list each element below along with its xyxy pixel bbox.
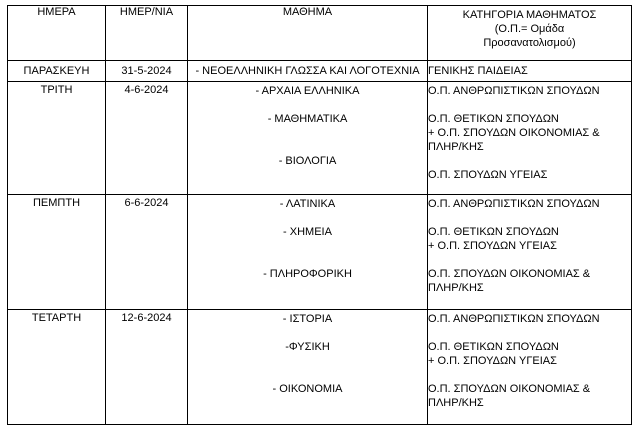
category-line: ΠΛΗΡ/ΚΗΣ — [428, 397, 484, 409]
date-cell: 6-6-2024 — [106, 195, 188, 310]
day-cell: ΠΑΡΑΣΚΕΥΗ — [8, 61, 106, 82]
category-line: Ο.Π. ΘΕΤΙΚΩΝ ΣΠΟΥΔΩΝ — [428, 226, 559, 238]
subject-cell — [188, 61, 428, 82]
subject-item: - ΜΑΘΗΜΑΤΙΚΑ — [267, 113, 348, 125]
category-line: ΠΛΗΡ/ΚΗΣ — [428, 141, 484, 153]
day-cell: ΠΕΜΠΤΗ — [8, 195, 106, 310]
header-category-line: ΚΑΤΗΓΟΡΙΑ ΜΑΘΗΜΑΤΟΣ — [462, 9, 597, 21]
header-category-line: Προσανατολισμού) — [483, 37, 576, 49]
category-cell — [428, 195, 632, 310]
subject-cell — [188, 195, 428, 310]
category-line: Ο.Π. ΣΠΟΥΔΩΝ ΟΙΚΟΝΟΜΙΑΣ & — [428, 383, 591, 395]
header-row — [8, 6, 632, 61]
category-line: ΓΕΝΙΚΗΣ ΠΑΙΔΕΙΑΣ — [428, 65, 528, 77]
category-line: Ο.Π. ΘΕΤΙΚΩΝ ΣΠΟΥΔΩΝ — [428, 341, 559, 353]
header-day: ΗΜΕΡΑ — [8, 6, 106, 61]
category-line: Ο.Π. ΘΕΤΙΚΩΝ ΣΠΟΥΔΩΝ — [428, 113, 559, 125]
category-line: + Ο.Π. ΣΠΟΥΔΩΝ ΥΓΕΙΑΣ — [428, 355, 557, 367]
date-cell: 12-6-2024 — [106, 310, 188, 425]
date-cell: 31-5-2024 — [106, 61, 188, 82]
category-line: Ο.Π. ΑΝΘΡΩΠΙΣΤΙΚΩΝ ΣΠΟΥΔΩΝ — [428, 198, 600, 210]
subject-item: - ΧΗΜΕΙΑ — [283, 226, 332, 238]
subject-item: - ΒΙΟΛΟΓΙΑ — [278, 155, 337, 167]
category-line: Ο.Π. ΣΠΟΥΔΩΝ ΟΙΚΟΝΟΜΙΑΣ & — [428, 268, 591, 280]
subject-cell — [188, 310, 428, 425]
header-category-line: (Ο.Π.= Ομάδα — [494, 23, 565, 35]
category-cell — [428, 310, 632, 425]
category-line: + Ο.Π. ΣΠΟΥΔΩΝ ΟΙΚΟΝΟΜΙΑΣ & — [428, 127, 600, 139]
table-row — [8, 310, 632, 425]
date-cell: 4-6-2024 — [106, 82, 188, 195]
category-line: + Ο.Π. ΣΠΟΥΔΩΝ ΥΓΕΙΑΣ — [428, 240, 557, 252]
day-cell: ΤΡΙΤΗ — [8, 82, 106, 195]
subject-item: - ΑΡΧΑΙΑ ΕΛΛΗΝΙΚΑ — [255, 85, 360, 97]
subject-item: - ΠΛΗΡΟΦΟΡΙΚΗ — [263, 268, 352, 280]
subject-cell — [188, 82, 428, 195]
exam-schedule-table — [7, 5, 632, 425]
table-row — [8, 61, 632, 82]
category-cell — [428, 61, 632, 82]
category-line: Ο.Π. ΣΠΟΥΔΩΝ ΥΓΕΙΑΣ — [428, 169, 548, 181]
category-line: ΠΛΗΡ/ΚΗΣ — [428, 282, 484, 294]
category-cell — [428, 82, 632, 195]
subject-item: - ΙΣΤΟΡΙΑ — [282, 313, 333, 325]
table-row — [8, 82, 632, 195]
header-date: ΗΜΕΡ/ΝΙΑ — [106, 6, 188, 61]
subject-item: - ΛΑΤΙΝΙΚΑ — [279, 198, 336, 210]
day-cell: ΤΕΤΑΡΤΗ — [8, 310, 106, 425]
category-line: Ο.Π. ΑΝΘΡΩΠΙΣΤΙΚΩΝ ΣΠΟΥΔΩΝ — [428, 85, 600, 97]
subject-item: - ΟΙΚΟΝΟΜΙΑ — [272, 383, 343, 395]
subject-item: - ΝΕΟΕΛΛΗΝΙΚΗ ΓΛΩΣΣΑ ΚΑΙ ΛΟΓΟΤΕΧΝΙΑ — [195, 65, 420, 77]
subject-item: -ΦΥΣΙΚΗ — [285, 341, 330, 353]
header-category — [428, 6, 632, 61]
category-line: Ο.Π. ΑΝΘΡΩΠΙΣΤΙΚΩΝ ΣΠΟΥΔΩΝ — [428, 313, 600, 325]
table-row — [8, 195, 632, 310]
header-subject: ΜΑΘΗΜΑ — [188, 6, 428, 61]
